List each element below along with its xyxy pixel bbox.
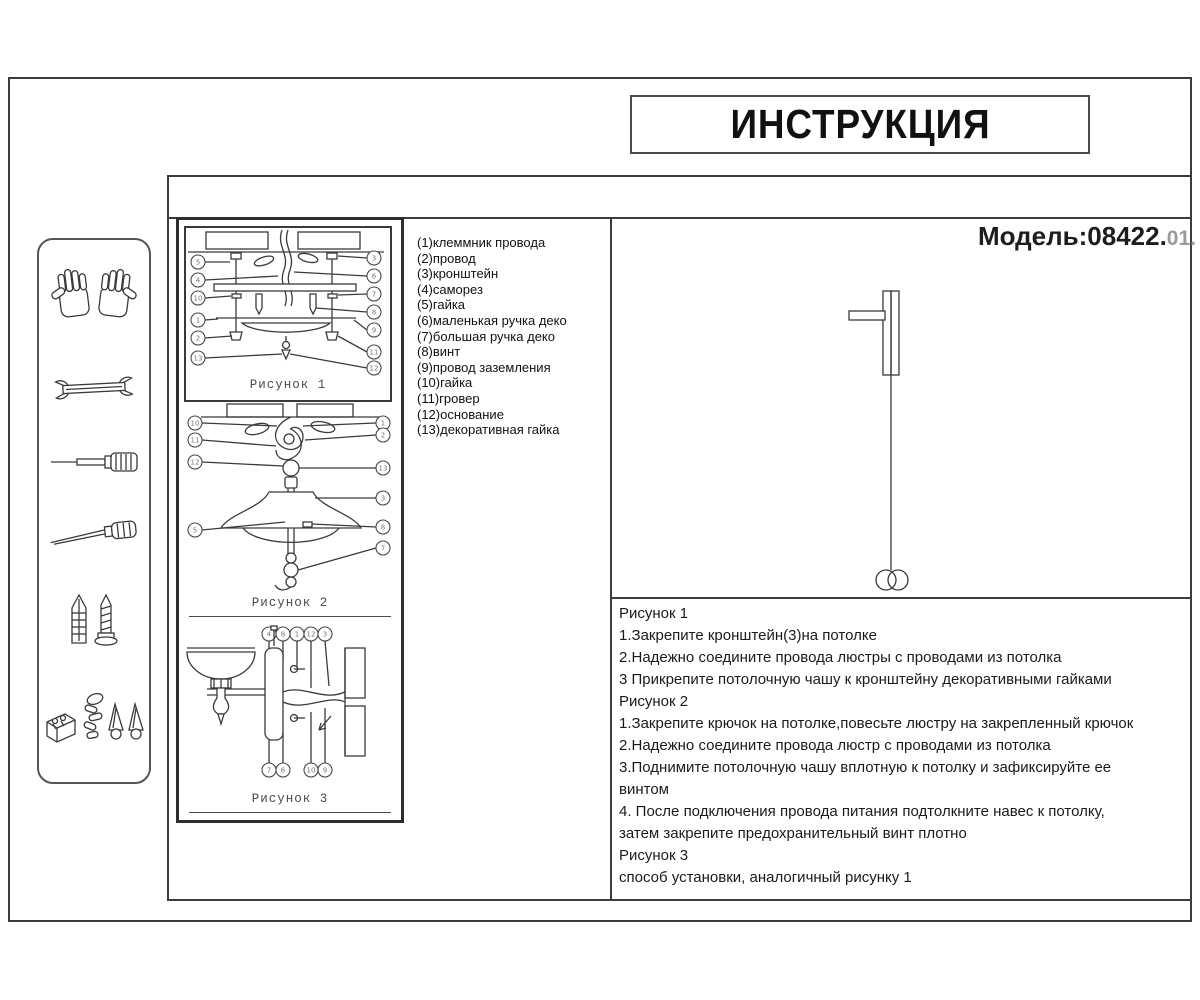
content-box — [167, 175, 1196, 901]
instructions-divider — [610, 597, 1190, 599]
instruction-line: 2.Надежно соедините провода люстры с проводами из потолка — [619, 649, 1062, 666]
svg-text:13: 13 — [193, 354, 203, 363]
model-suffix: 01. — [1166, 227, 1196, 250]
wrench-icon — [48, 371, 140, 407]
figure-3-diagram — [181, 622, 397, 790]
svg-text:3: 3 — [322, 630, 328, 639]
figure-2-label: Рисунок 2 — [251, 596, 329, 610]
figure-1-box — [184, 226, 392, 402]
parts-item: (6)маленькая ручка деко — [417, 312, 567, 328]
instruction-line: затем закрепите предохранительный винт плотно — [619, 825, 967, 842]
figure-2-rule — [189, 616, 391, 617]
model-number: Модель:08422. — [977, 221, 1167, 251]
svg-text:11: 11 — [369, 348, 379, 357]
svg-text:12: 12 — [306, 630, 316, 639]
parts-item: (2)провод — [417, 250, 476, 266]
instruction-line: Рисунок 2 — [619, 693, 689, 710]
svg-text:7: 7 — [266, 766, 272, 775]
parts-item: (7)большая ручка деко — [417, 328, 555, 344]
parts-item: (12)основание — [417, 406, 504, 422]
svg-text:7: 7 — [380, 544, 386, 553]
svg-text:9: 9 — [371, 326, 377, 335]
svg-text:6: 6 — [280, 766, 286, 775]
screwdriver-icon — [47, 448, 141, 476]
svg-text:1: 1 — [294, 630, 300, 639]
figure-1-diagram — [186, 228, 386, 376]
model-line — [716, 221, 1196, 252]
svg-text:10: 10 — [190, 419, 200, 428]
title-box — [630, 95, 1090, 154]
instruction-line: 1.Закрепите кронштейн(3)на потолке — [619, 627, 877, 644]
instruction-line: Рисунок 3 — [619, 847, 689, 864]
figures-box — [176, 217, 404, 823]
parts-item: (3)кронштейн — [417, 266, 499, 282]
svg-text:11: 11 — [190, 436, 200, 445]
instruction-line: способ установки, аналогичный рисунку 1 — [619, 869, 912, 886]
svg-text:8: 8 — [371, 308, 377, 317]
svg-text:12: 12 — [369, 364, 379, 373]
svg-text:10: 10 — [193, 294, 203, 303]
svg-text:1: 1 — [195, 316, 201, 325]
instruction-line: 3.Поднимите потолочную чашу вплотную к потолку и зафиксируйте ее — [619, 759, 1112, 776]
parts-item: (11)гровер — [417, 390, 480, 406]
svg-text:10: 10 — [306, 766, 316, 775]
parts-item: (1)клеммник провода — [417, 235, 546, 250]
instruction-line: Рисунок 1 — [619, 605, 689, 622]
parts-item: (4)саморез — [417, 281, 483, 297]
dowel-and-screw-icon — [62, 591, 126, 649]
parts-item: (13)декоративная гайка — [417, 422, 560, 438]
svg-text:7: 7 — [371, 290, 377, 299]
parts-list — [417, 235, 583, 438]
tools-sidebar — [37, 238, 151, 784]
svg-text:3: 3 — [371, 254, 377, 263]
svg-text:4: 4 — [195, 276, 201, 285]
awl-icon — [47, 516, 141, 550]
svg-text:2: 2 — [380, 431, 386, 440]
fasteners-kit-icon — [43, 690, 145, 746]
svg-text:13: 13 — [378, 464, 388, 473]
parts-item: (10)гайка — [417, 375, 473, 391]
figure-3-label: Рисунок 3 — [251, 792, 329, 806]
instruction-line: 2.Надежно соедините провода люстр с проводами из потолка — [619, 737, 1051, 754]
instruction-line: винтом — [619, 781, 669, 798]
figure-3-rule — [189, 812, 391, 813]
svg-text:1: 1 — [380, 419, 386, 428]
gloves-icon — [48, 264, 140, 330]
svg-text:2: 2 — [195, 334, 201, 343]
svg-text:8: 8 — [380, 523, 386, 532]
parts-item: (9)провод заземления — [417, 359, 551, 375]
svg-text:5: 5 — [192, 526, 198, 535]
parts-item: (8)винт — [417, 344, 461, 360]
parts-item: (5)гайка — [417, 297, 466, 313]
svg-text:8: 8 — [280, 630, 286, 639]
page-title: ИНСТРУКЦИЯ — [729, 101, 991, 147]
svg-text:6: 6 — [371, 272, 377, 281]
vertical-divider — [610, 217, 612, 899]
instruction-line: 3 Прикрепите потолочную чашу к кронштейну декоративными гайками — [619, 671, 1112, 688]
instruction-line: 4. После подключения провода питания подтолкните навес к потолку, — [619, 803, 1105, 820]
pendant-lamp-drawing — [825, 285, 965, 597]
svg-text:12: 12 — [190, 458, 200, 467]
svg-text:9: 9 — [322, 766, 328, 775]
svg-text:5: 5 — [195, 258, 201, 267]
svg-text:4: 4 — [266, 630, 272, 639]
figure-1-label: Рисунок 1 — [249, 378, 327, 392]
figure-2-diagram — [181, 402, 397, 594]
installation-instructions — [619, 603, 1185, 889]
instruction-line: 1.Закрепите крючок на потолке,повесьте люстру на закрепленный крючок — [619, 715, 1134, 732]
svg-text:3: 3 — [380, 494, 386, 503]
